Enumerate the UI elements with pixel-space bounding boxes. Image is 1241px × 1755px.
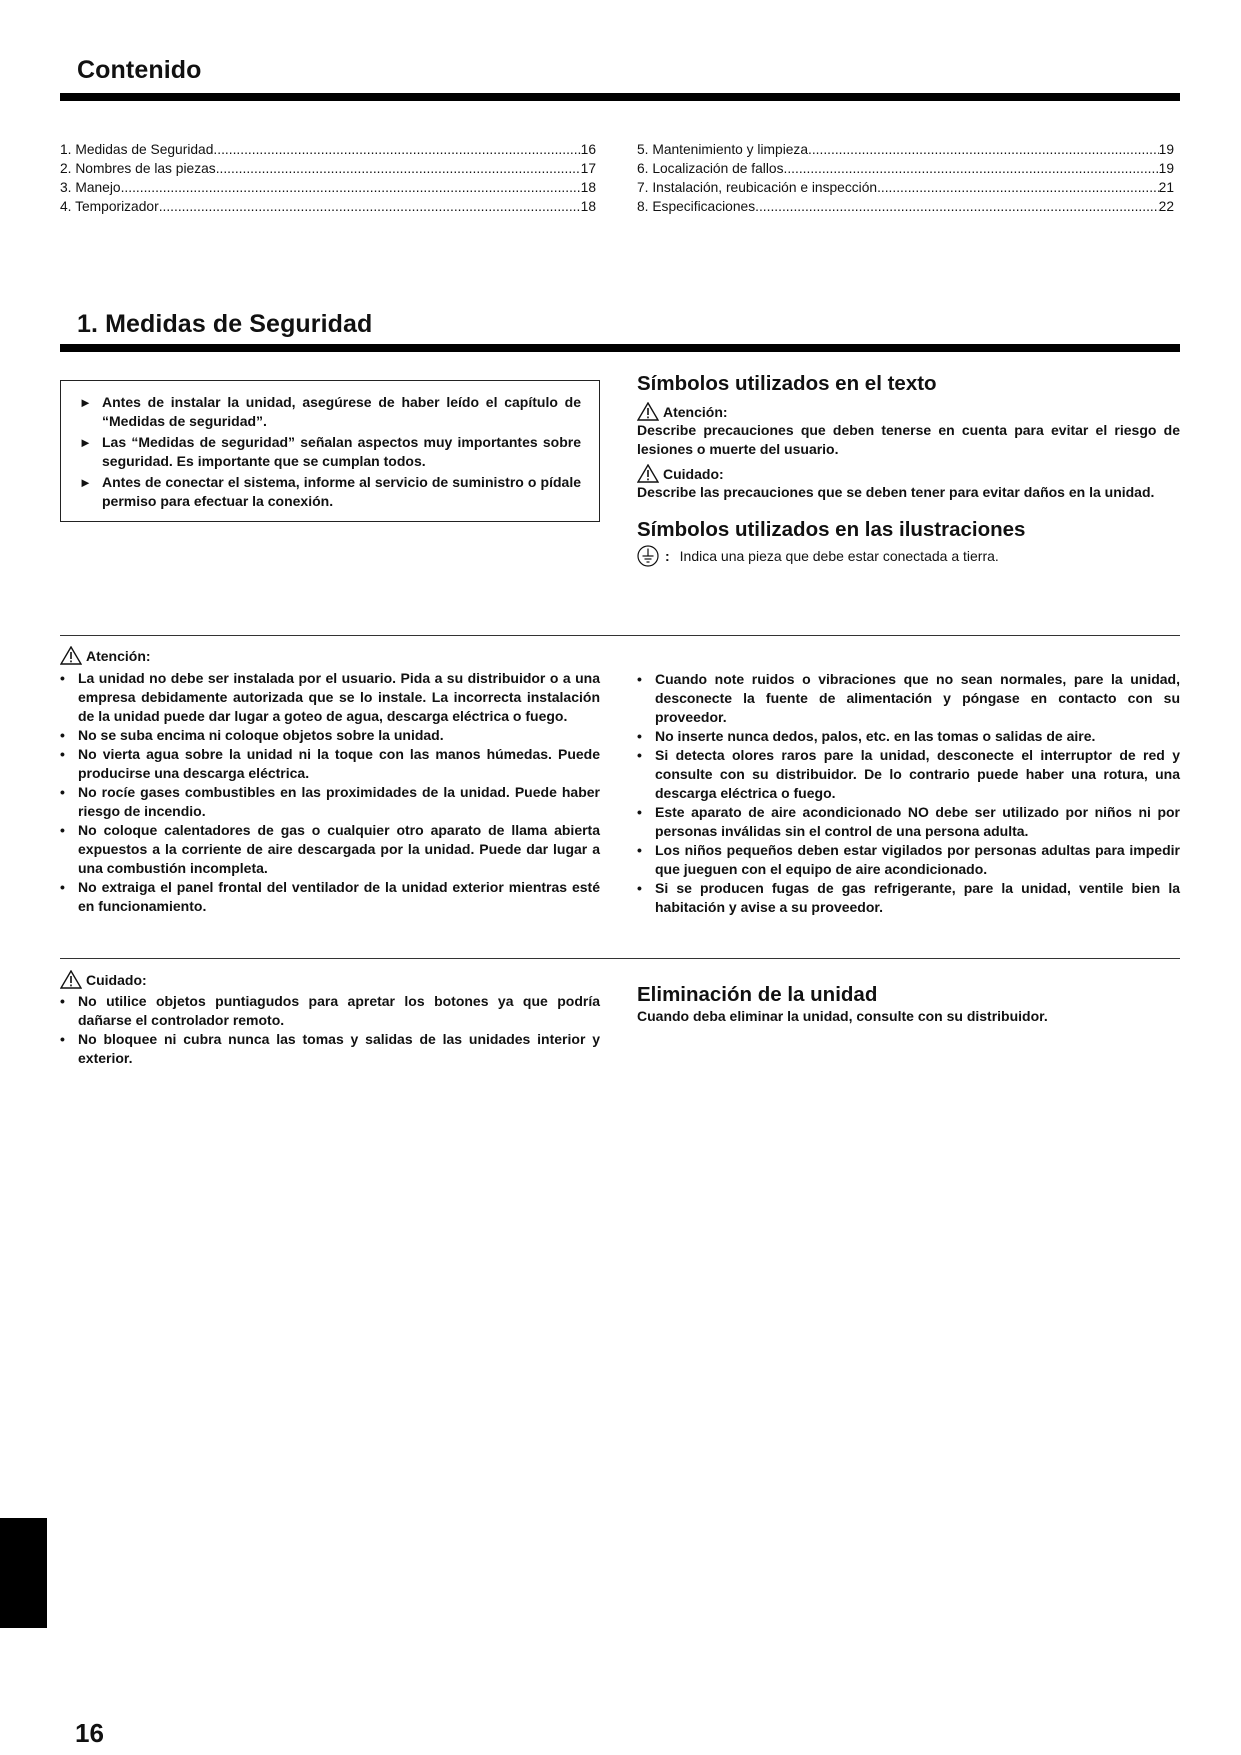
list-item: • No coloque calentadores de gas o cualquier otro aparato de llama abierta expuestos a la corriente de aire descargada por la unidad. Puede dar lugar a una combustión incompleta. <box>60 822 600 876</box>
disposal-block <box>637 983 1180 1026</box>
ground-colon: : <box>665 547 670 564</box>
page-number: 16 <box>75 1718 104 1748</box>
warning-icon <box>60 646 82 665</box>
toc-right <box>637 140 1174 216</box>
arrow-icon: ► <box>79 435 92 450</box>
list-item: • La unidad no debe ser instalada por el usuario. Pida a su distribuidor o a una empresa debidamente autorizada que se lo instale. La incorrecta instalación de la unidad puede dar lugar a goteo de agua, descarga eléctrica o fuego. <box>60 670 600 724</box>
title-rule <box>60 93 1180 101</box>
atencion-section-head: Atención: <box>60 646 151 665</box>
divider <box>60 635 1180 636</box>
warning-icon <box>637 402 659 421</box>
toc-entry[interactable]: 8. Especificaciones ..... 22 <box>637 197 1174 216</box>
box-item: ► Antes de instalar la unidad, asegúrese de haber leído el capítulo de “Medidas de seguridad”. <box>79 394 581 429</box>
atencion-list-right <box>637 670 1180 917</box>
section-title: 1. Medidas de Seguridad <box>77 310 373 338</box>
atencion-list-left <box>60 669 600 916</box>
ground-row <box>637 545 1180 567</box>
toc-entry[interactable]: 1. Medidas de Seguridad ..... 16 <box>60 140 596 159</box>
toc-left <box>60 140 596 216</box>
warning-icon <box>60 970 82 989</box>
list-item: • No inserte nunca dedos, palos, etc. en las tomas o salidas de aire. <box>637 728 1096 744</box>
ground-icon <box>637 545 659 567</box>
arrow-icon: ► <box>79 395 92 410</box>
arrow-icon: ► <box>79 475 92 490</box>
toc-entry[interactable]: 2. Nombres de las piezas ..... 17 <box>60 159 596 178</box>
section-rule <box>60 344 1180 352</box>
symbols-illus-heading: Símbolos utilizados en las ilustraciones <box>637 517 1026 541</box>
box-item: ► Antes de conectar el sistema, informe al servicio de suministro o pídale permiso para efectuar la conexión. <box>79 474 581 509</box>
ground-desc: Indica una pieza que debe estar conectada a tierra. <box>679 547 999 564</box>
cuidado-desc: Describe las precauciones que se deben tener para evitar daños en la unidad. <box>637 484 1155 500</box>
list-item: • No utilice objetos puntiagudos para apretar los botones ya que podría dañarse el controlador remoto. <box>60 993 600 1028</box>
list-item: • No rocíe gases combustibles en las proximidades de la unidad. Puede haber riesgo de incendio. <box>60 784 600 819</box>
side-tab <box>0 1518 47 1628</box>
warning-icon <box>637 464 659 483</box>
toc-entry[interactable]: 3. Manejo ..... 18 <box>60 178 596 197</box>
divider <box>60 958 1180 959</box>
intro-box <box>60 380 600 522</box>
cuidado-list <box>60 992 600 1068</box>
atencion-head: Atención: <box>637 402 1180 421</box>
list-item: • Este aparato de aire acondicionado NO debe ser utilizado por niños ni por personas inválidas sin el control de una persona adulta. <box>637 804 1180 839</box>
atencion-desc: Describe precauciones que deben tenerse en cuenta para evitar el riesgo de lesiones o muerte del usuario. <box>637 422 1180 457</box>
list-item: • Cuando note ruidos o vibraciones que no sean normales, pare la unidad, desconecte la fuente de alimentación y póngase en contacto con su proveedor. <box>637 671 1180 725</box>
contents-title: Contenido <box>77 56 202 84</box>
disposal-heading: Eliminación de la unidad <box>637 983 878 1006</box>
toc-entry[interactable]: 4. Temporizador ..... 18 <box>60 197 596 216</box>
list-item: • Si detecta olores raros pare la unidad, desconecte el interruptor de red y consulte con su distribuidor. De lo contrario puede haber una rotura, una descarga eléctrica o fuego. <box>637 747 1180 801</box>
cuidado-section-head: Cuidado: <box>60 970 147 989</box>
list-item: • No vierta agua sobre la unidad ni la toque con las manos húmedas. Puede producirse una descarga eléctrica. <box>60 746 600 781</box>
symbols-text-heading: Símbolos utilizados en el texto <box>637 372 937 395</box>
list-item: • No extraiga el panel frontal del ventilador de la unidad exterior mientras esté en funcionamiento. <box>60 879 600 914</box>
symbols-text-block <box>637 372 1180 567</box>
list-item: • No bloquee ni cubra nunca las tomas y salidas de las unidades interior y exterior. <box>60 1031 600 1066</box>
cuidado-head: Cuidado: <box>637 464 1180 483</box>
list-item: • Los niños pequeños deben estar vigilados por personas adultas para impedir que jueguen con el equipo de aire acondicionado. <box>637 842 1180 877</box>
list-item: • No se suba encima ni coloque objetos sobre la unidad. <box>60 727 444 743</box>
toc-entry[interactable]: 5. Mantenimiento y limpieza ..... 19 <box>637 140 1174 159</box>
disposal-text: Cuando deba eliminar la unidad, consulte con su distribuidor. <box>637 1008 1048 1024</box>
toc-entry[interactable]: 7. Instalación, reubicación e inspección ..... 21 <box>637 178 1174 197</box>
list-item: • Si se producen fugas de gas refrigerante, pare la unidad, ventile bien la habitación y avise a su proveedor. <box>637 880 1180 915</box>
toc-entry[interactable]: 6. Localización de fallos ..... 19 <box>637 159 1174 178</box>
box-item: ► Las “Medidas de seguridad” señalan aspectos muy importantes sobre seguridad. Es importante que se cumplan todos. <box>79 434 581 469</box>
